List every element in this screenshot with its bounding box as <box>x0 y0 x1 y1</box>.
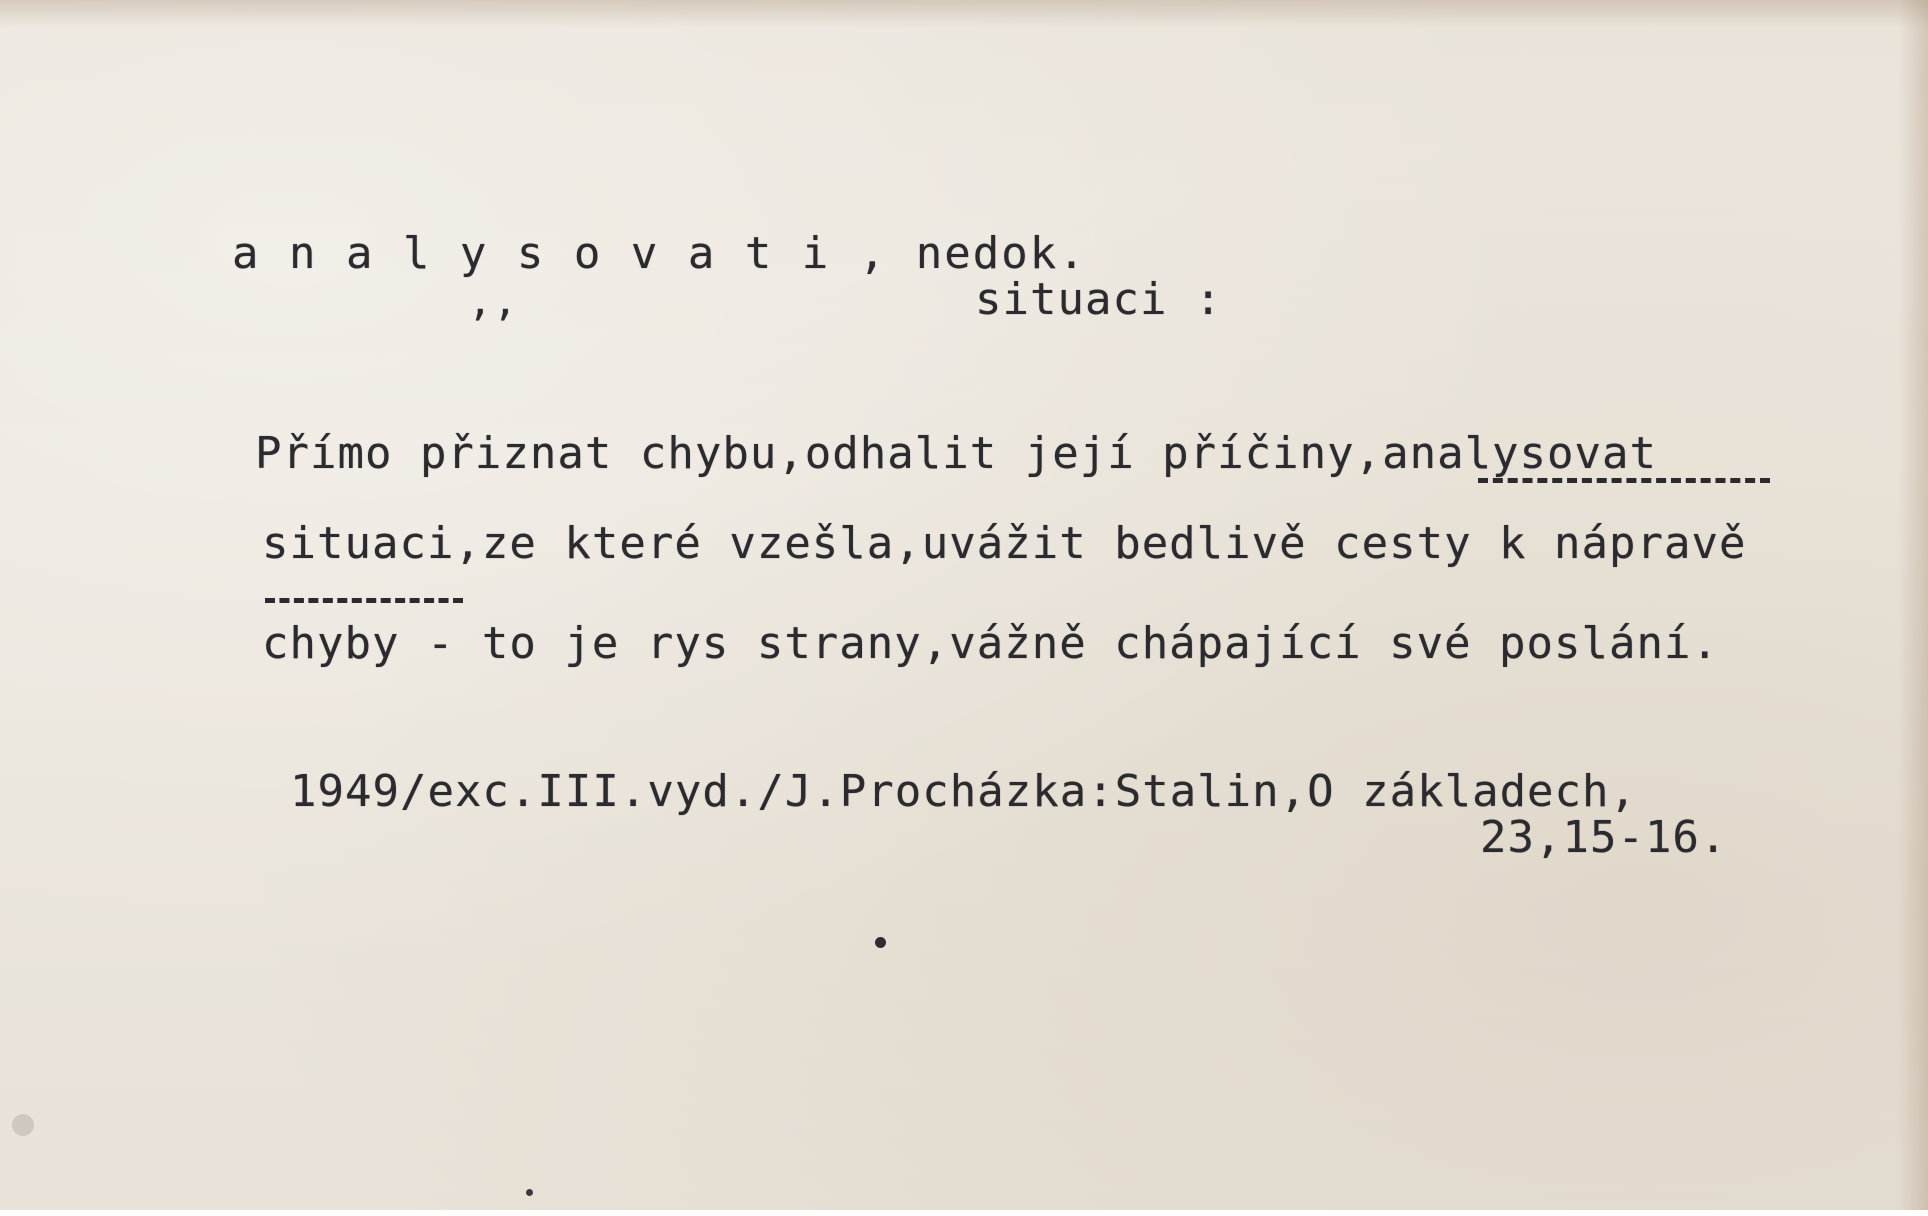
source-citation-line-2: 23,15-16. <box>1480 812 1728 863</box>
card-right-edge-shadow <box>1898 0 1928 1210</box>
context-word: situaci : <box>975 274 1223 325</box>
headword: a n a l y s o v a t i , nedok. <box>232 228 1087 279</box>
ditto-mark: ,, <box>468 279 519 325</box>
underline-situaci <box>265 598 463 603</box>
paper-smudge <box>12 1114 34 1136</box>
card-top-edge-shadow <box>0 0 1928 28</box>
example-line-1: Přímo přiznat chybu,odhalit její příčiny,analysovat <box>255 428 1658 479</box>
example-line-3: chyby - to je rys strany,vážně chápající své poslání. <box>262 618 1719 669</box>
source-citation-line-1: 1949/exc.III.vyd./J.Procházka:Stalin,O základech, <box>290 766 1638 817</box>
example-line-2: situaci,ze které vzešla,uvážit bedlivě cesty k nápravě <box>262 518 1747 569</box>
ink-dot <box>875 937 886 948</box>
underline-analysovat <box>1478 478 1770 483</box>
ink-speck <box>526 1189 533 1196</box>
